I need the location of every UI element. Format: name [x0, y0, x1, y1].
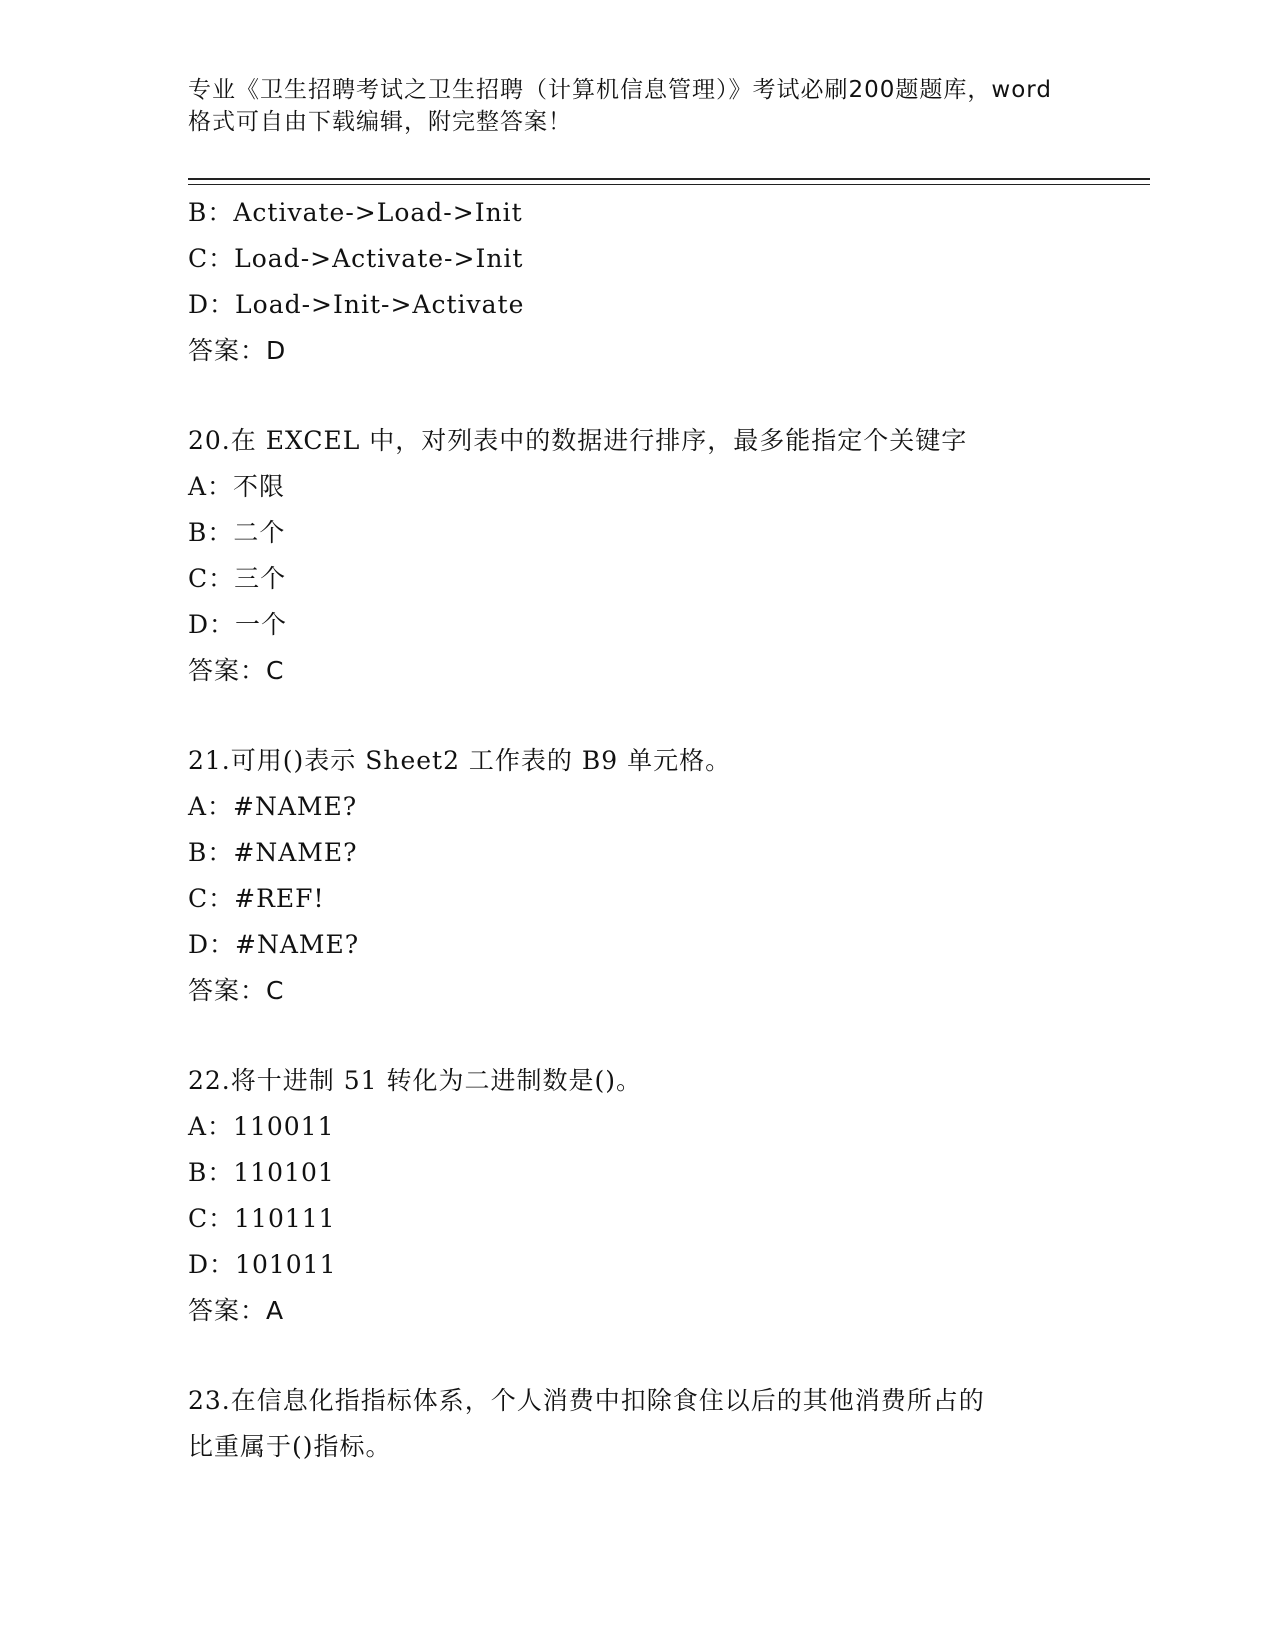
option-b: B：二个 [188, 518, 286, 547]
option-a: A：不限 [188, 472, 286, 501]
header-title-line2: 格式可自由下载编辑，附完整答案！ [188, 109, 572, 135]
option-b: B：#NAME? [188, 838, 358, 867]
option-a: A：#NAME? [188, 792, 358, 821]
option-d: D：101011 [188, 1250, 337, 1279]
option-b: B：Activate->Load->Init [188, 198, 523, 227]
question-text-line1: 23.在信息化指指标体系，个人消费中扣除食住以后的其他消费所占的 [188, 1386, 985, 1415]
spacer [188, 1014, 1148, 1058]
option-c: C：#REF! [188, 884, 325, 913]
question-21 [188, 738, 1148, 1014]
question-text: 22.将十进制 51 转化为二进制数是()。 [188, 1066, 642, 1095]
spacer [188, 374, 1148, 418]
question-19 [188, 190, 1148, 374]
option-d: D：#NAME? [188, 930, 360, 959]
option-c: C：三个 [188, 564, 287, 593]
question-20 [188, 418, 1148, 694]
answer: 答案：A [188, 1296, 285, 1325]
header-title-line1: 专业《卫生招聘考试之卫生招聘（计算机信息管理）》考试必刷200题题库，word [188, 77, 1052, 103]
option-b: B：110101 [188, 1158, 335, 1187]
answer: 答案：C [188, 976, 285, 1005]
option-d: D：一个 [188, 610, 288, 639]
question-text: 21.可用()表示 Sheet2 工作表的 B9 单元格。 [188, 746, 732, 775]
question-text-line2: 比重属于()指标。 [188, 1432, 392, 1461]
option-a: A：110011 [188, 1112, 335, 1141]
answer: 答案：C [188, 656, 285, 685]
option-d: D：Load->Init->Activate [188, 290, 525, 319]
question-text: 20.在 EXCEL 中，对列表中的数据进行排序，最多能指定个关键字 [188, 426, 968, 455]
option-c: C：110111 [188, 1204, 336, 1233]
document-header [188, 74, 1088, 138]
question-22 [188, 1058, 1148, 1334]
answer: 答案：D [188, 336, 287, 365]
document-body [188, 190, 1148, 1470]
spacer [188, 1334, 1148, 1378]
header-divider-thick [188, 178, 1150, 180]
header-divider-thin [188, 184, 1150, 185]
option-c: C：Load->Activate->Init [188, 244, 524, 273]
question-23 [188, 1378, 1148, 1470]
spacer [188, 694, 1148, 738]
